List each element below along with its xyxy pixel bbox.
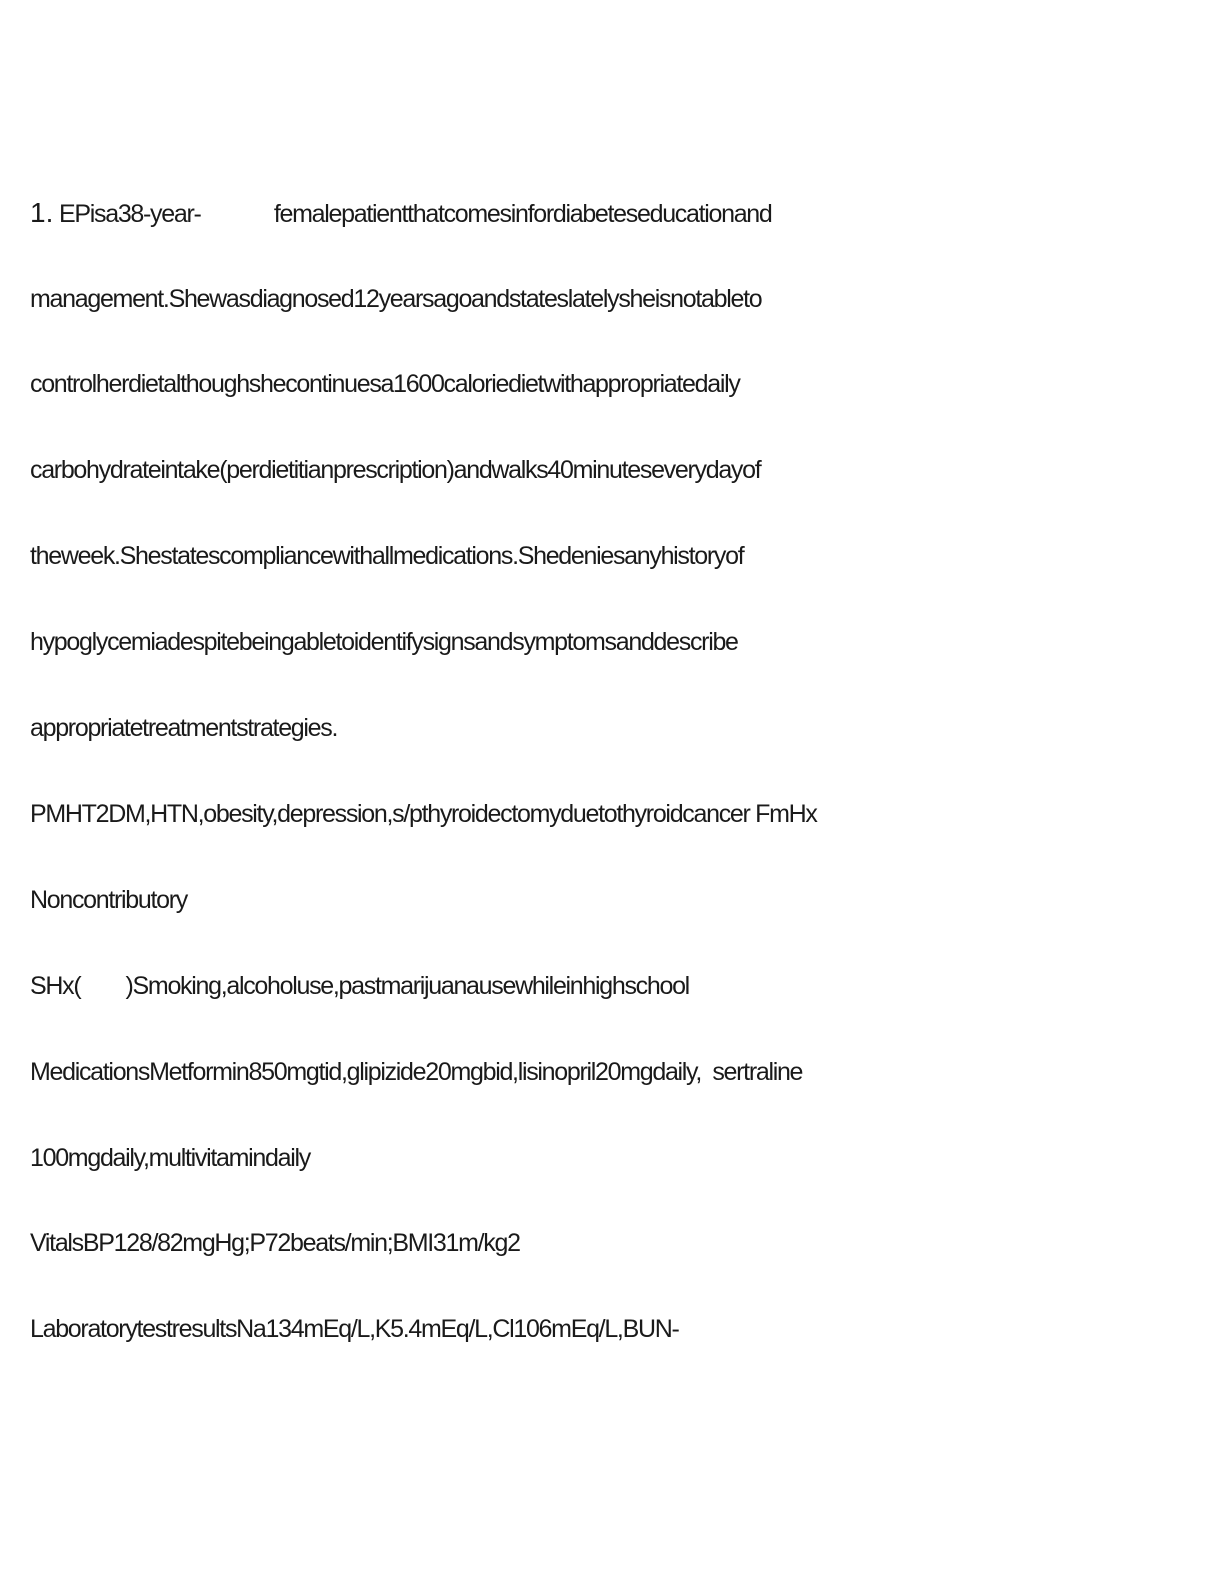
vitals-line: VitalsBP128/82mgHg;P72beats/min;BMI31m/kg2: [30, 1229, 520, 1257]
case-intro-line-1: [30, 193, 1190, 233]
case-intro-line-7: appropriatetreatmentstrategies.: [30, 714, 338, 742]
case-intro-line-2: management.Shewasdiagnosed12yearsagoandstateslatelysheisnotableto: [30, 285, 762, 313]
case-intro-line-4: carbohydrateintake(perdietitianprescription)andwalks40minuteseverydayof: [30, 456, 761, 484]
fmhx-line: Noncontributory: [30, 886, 187, 914]
pmh-line: PMHT2DM,HTN,obesity,depression,s/pthyroidectomyduetothyroidcancer FmHx: [30, 800, 817, 828]
shx-line: SHx( )Smoking,alcoholuse,pastmarijuanausewhileinhighschool: [30, 972, 689, 1000]
line-text: EPisa38-year- femalepatientthatcomesinfordiabeteseducationand: [53, 200, 772, 228]
item-number: 1.: [30, 197, 54, 228]
medications-line-1: MedicationsMetformin850mgtid,glipizide20mgbid,lisinopril20mgdaily, sertraline: [30, 1058, 803, 1086]
lab-results-line: LaboratorytestresultsNa134mEq/L,K5.4mEq/L,Cl106mEq/L,BUN-: [30, 1315, 679, 1343]
case-intro-line-3: controlherdietalthoughshecontinuesa1600caloriedietwithappropriatedaily: [30, 370, 740, 398]
medications-line-2: 100mgdaily,multivitamindaily: [30, 1144, 310, 1172]
case-intro-line-5: theweek.Shestatescompliancewithallmedications.Shedeniesanyhistoryof: [30, 542, 744, 570]
case-intro-line-6: hypoglycemiadespitebeingabletoidentifysignsandsymptomsanddescribe: [30, 628, 738, 656]
